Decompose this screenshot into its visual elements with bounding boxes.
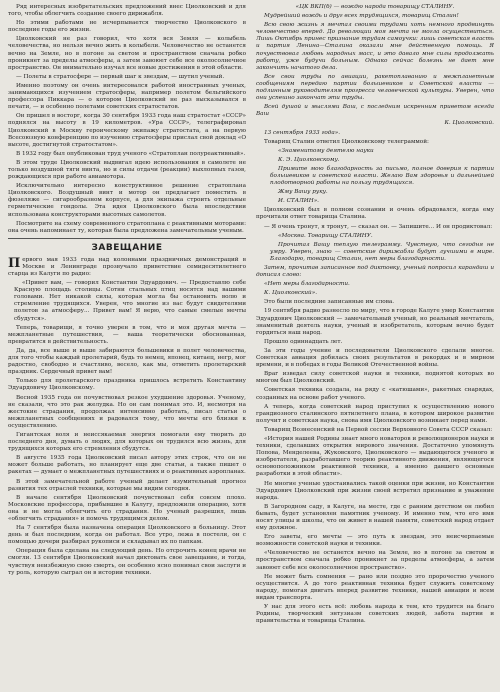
- intro-paragraphs: [8, 4, 246, 235]
- telegram-line: «Знаменитому деятелю науки: [278, 147, 374, 154]
- paragraph: А теперь, когда советский народ приступил к осуществлению нового грандиозного сталинского пятилетнего плана, в котором широкое развитие получит и советская наука, снова имя Циолковского возникает перед нами.: [256, 403, 494, 424]
- telegram-line: И. СТАЛИН».: [278, 198, 319, 205]
- telegram-line: Примите мою благодарность за письмо, полное доверия к партии большевиков и советской власти. Желаю Вам здоровья и дальнейшей плодотворной работы на пользу трудящихся.: [270, 165, 494, 187]
- paragraph: 19 сентября радио разнесло по миру, что в городе Калуге умер Константин Эдуардович Циолковский — замечательный ученый, но реальный мечтатель, знаменитый деятель науки, ученый и изобретатель, которым вечно будет гордиться наш народ.: [256, 308, 494, 336]
- paragraph: «Нет меры благодарности.: [264, 281, 350, 288]
- closing-paragraphs: [256, 299, 494, 625]
- paragraph: Товарищ Вознесенский на Первой сессии Верховного Совета СССР сказал:: [264, 426, 493, 433]
- reply-telegram: [256, 233, 494, 263]
- letter-paragraph: Мудрейший вождь и друг всех трудящихся, товарищ Сталин!: [264, 13, 459, 20]
- reaction-paragraphs: [256, 207, 494, 230]
- section-divider: [8, 238, 246, 239]
- paragraph: На 7 сентября была назначена операция Циолковского в больницу. Этот день и был последним, когда он работал. Все утро, лежа в постели, он с помощью дочери разбирал рукописи и складывал их по папкам.: [8, 525, 246, 546]
- paragraph: Прошло одиннадцать лет.: [264, 338, 343, 345]
- paragraph: Исключительно интересно конструктивное решение стратоплана Циолковского. Воздушный винт и мотор он предлагает поместить в фюзеляже — сигарообразном корпусе, а для экипажа строить отдельные герметические гондолы. Эта идея Циолковского была впоследствии использована конструкторами высотных самолетов.: [8, 183, 246, 218]
- paragraph: Циолковский не раз говорил, что хотя вся Земля — колыбель человечества, но нельзя вечно жить в колыбели. Человечество не останется вечно на Земле, но в погоне за светом и пространством сначала робко проникнет за пределы атмосферы, а затем завоюет себе все околосолнечное пространство. Он внимательно изучал все новые достижения в этой области.: [8, 36, 246, 71]
- paragraph: Операция была сделана на следующий день. Но отсрочить конец врачи не смогли. 13 сентября Циолковский начал диктовать свое завещание, и тогда, чувствуя неизбежную свою смерть, он особенно ясно понимал свои заслуги и ту роль, которую сыграл он в истории техники.: [8, 548, 246, 576]
- reply-intro: Товарищ Сталин ответил Циолковскому телеграммой:: [264, 138, 429, 145]
- letter-header: «ЦК ВКП(б) — вождю народа товарищу СТАЛИНУ.: [295, 4, 455, 10]
- paragraph: Не может быть сомнения — рано или поздно это пророчество ученого осуществится. А до того реактивная техника будет служить советскому народу, помогая двигать вперед развитие техники, нашей авиации и всем видам транспорта.: [256, 573, 494, 601]
- paragraph: — Я очень тронут, я тронут, — сказал он. — Запишите... И он продиктовал:: [264, 223, 493, 230]
- paragraph: В августе 1935 года Циолковский писал автору этих строк, что он не может больше работать, но планирует еще две статьи, а также пишет о ракетах — думает о межпланетных путешествиях и о реактивных аэропланах.: [8, 455, 246, 476]
- paragraph: — Полеты в стратосфере — первый шаг к звездам, — шутил ученый.: [16, 73, 225, 80]
- radio-greeting-quote: «Привет вам, — говорил Константин Эдуардович. — Предоставлю себе Красную площадь столицы. Сотни стальных птиц носятся над вашими головами. Нет никакой силы, которая могла бы остановить волю и стремление трудящихся. Уверен, что многие из вас будут свидетелями полетов за атмосферу... Привет вам! Я верю, что самые смелые мечты сбудутся».: [14, 280, 246, 322]
- postscript-paragraphs: [256, 265, 494, 297]
- paragraph: В начале сентября Циолковский почувствовал себя совсем плохо. Московские профессора, прибывшие в Калугу, предложили операцию, хотя она и не могла облегчить его страдания. Но ученый разрешил, лишь «облегчить страдания» и помочь трудящимся делом.: [8, 494, 246, 522]
- paragraph: Теперь, товарищи, я точно уверен в том, что и моя другая мечта — межпланетные путешествия, — ваша теоретически обоснованная, превратится в действительность.: [8, 324, 246, 345]
- telegram-line: К. Э. Циолковскому.: [278, 156, 340, 163]
- paragraph: В этой замечательной работе ученый делает изумительный прогноз развития тех отраслей техники, которые мы видим сегодня.: [8, 478, 246, 492]
- paragraph: Да, да, все выше и выше забираются большевики в полет человечества, для того чтобы каждый пролетарий, будь то немец, японец, китаец, негр, мог радостно, свободно и счастливо, весело, как мы, отметить пролетарский праздник. Сердечный привет вам!: [8, 347, 246, 376]
- letter-to-stalin: [256, 13, 494, 118]
- stalin-telegram: [256, 148, 494, 206]
- lead-paragraph-text: ервого мая 1933 года над колоннами праздничных демонстраций в Москве и Ленинграде прозвучало приветствие семидесятилетнего старца из Калуги по радио:: [8, 256, 246, 277]
- paragraph: Затем, прочитав записанное под диктовку, ученый попросил карандаш и дописал слово:: [256, 265, 494, 279]
- letter-paragraph: Всей душой и мыслями Ваш, с последним искренним приветом всегда Ваш: [256, 104, 494, 118]
- lead-paragraph: [8, 257, 246, 278]
- paragraph: Но этими работами не исчерпывается творчество Циолковского в последние годы его жизни.: [8, 20, 246, 34]
- paragraph: В 1932 году был опубликован труд ученого «Стратоплан полуреактивный».: [16, 150, 246, 157]
- paragraph: Гигантская воля и неиссякаемая энергия помогали ему творить до последнего дня, думать о людях, для которых он трудился всю жизнь, для трудящихся которых его стремления сбудутся.: [8, 431, 246, 453]
- paragraph: У нас для этого есть всё: любовь народа к тем, кто трудится на благо Родины, творческий энтузиазм советских людей, забота партии и правительства и товарища Сталина.: [256, 604, 494, 625]
- letter-paragraph: Все свои труды по авиации, ракетоплаванию и межпланетным сообщениям передаю партии большевиков и Советской власти — подлинным руководителям прогресса человеческой культуры. Уверен, что они успешно закончат эти труды.: [256, 73, 494, 102]
- drop-cap: П: [8, 255, 21, 271]
- paragraph: Его заветы, его мечты — это путь к звездам, это неисчерпаемые возможности советской науки и техники.: [256, 534, 494, 548]
- paragraph: Это были последние записанные им слова.: [264, 299, 395, 306]
- paragraph: Весной 1935 года он почувствовал резкое ухудшение здоровья. Ученому, не сказали, что это рак желудка. Но он сам понимал это. И, несмотря на жестокие страдания, продолжал интенсивно работать, писал статьи о межпланетных сообщениях и радовался тому, что мечты его близки к осуществлению.: [8, 394, 246, 429]
- paragraph: Ряд интересных изобретательских предложений внес Циолковский и для того, чтобы облегчить создание своего дирижабля.: [8, 4, 246, 18]
- paragraph: «История нашей Родины знает много новаторов и революционеров науки и техники, сделавших открытия мирового значения. Достаточно упомянуть Попова, Менделеева, Жуковского, Циолковского — выдающегося ученого и изобретателя, разработавшего теорию реактивного движения, являющегося основоположником реактивной техники, а именно давшего основные разработки в этой области».: [256, 435, 494, 478]
- testament-paragraphs: [8, 325, 246, 577]
- paragraph: Советская техника создала, на ряду с «катюшами», ракетных снарядах, созданных на основе работ ученого.: [256, 387, 494, 401]
- paragraph: В этом труде Циолковский выдвигал идею использования в самолете не только воздушной тяги винта, но и силы отдачи (реакции) выхлопных газов, рождающихся при работе авиамотора.: [8, 159, 246, 181]
- reply-line: Прочитал Вашу теплую телеграмму. Чувствую, что сегодня не умру. Уверен, знаю — советские дирижабли будут лучшими в мире. Благодарю, товарищ Сталин, нет меры благодарности.: [270, 241, 494, 262]
- right-column: [256, 4, 494, 688]
- letter-signature: К. Циолковский.: [444, 120, 494, 127]
- paragraph: Посмотрите на схему современного стратоплана с реактивными моторами: она очень напоминает ту, которая была предложена замечательным ученым.: [8, 220, 246, 234]
- paragraph: Циолковский был в полном сознании и очень обрадовался, когда ему прочитали ответ товарища Сталина.: [256, 207, 494, 221]
- paragraph: Только для пролетарского праздника пришлось встретить Константину Эдуардовичу Циолковскому.: [8, 378, 246, 392]
- paragraph: Враг изведал силу советской науки и техники, поднятой которых во многом был Циолковский.: [256, 371, 494, 385]
- paragraph: «Человечество не останется вечно на Земле, но в погоне за светом и пространством сначала робко проникнет за пределы атмосферы, а затем завоюет себе все околосолнечное пространство».: [256, 550, 494, 571]
- telegram-line: Жму Вашу руку.: [278, 189, 328, 196]
- section-title: ЗАВЕЩАНИЕ: [91, 242, 163, 253]
- letter-date: 13 сентября 1933 года».: [264, 129, 341, 136]
- letter-paragraph: Всю свою жизнь я мечтал своими трудами хоть немного продвинуть человечество вперед. До революции моя мечта не могла осуществиться. Лишь Октябрь принес признание трудам самоучки: лишь советская власть и партия Ленина—Сталина оказали мне действенную помощь. Я почувствовал любовь народных масс, и это давало мне силы продолжать работу, уже будучи больным. Однако сейчас болезнь не дает мне закончить начатого дела.: [256, 22, 494, 71]
- paragraph: К. Циолковский».: [264, 290, 318, 297]
- left-column: [8, 4, 246, 688]
- paragraph: Он пришел в восторг, когда 30 сентября 1933 года наш стратостат «СССР» поднялся на высоту в 19 километров. «Ура СССР», телеграфировал Циолковский в Москву героическому экипажу стратостата, а на первую Всесоюзную конференцию по изучению стратосферы прислал свой доклад «О высоте, достигнутой стратостатом».: [8, 113, 246, 148]
- paragraph: В Загородном саду, в Калуге, на месте, где с ранним детством он любил бывать, будет установлен памятник ученому. И именно тем, что его имя носят улицы и школы, что он живет в нашей памяти, советский народ отдает ему должное.: [256, 503, 494, 532]
- paragraph: Именно поэтому он очень интересовался работой иностранных ученых, занимающихся изучением стратосферы, например полетом бельгийского профессора Пиккара — о котором Циолковский не раз высказывался в печати, — и особенно полетами советских стратостатов.: [8, 82, 246, 111]
- paragraph: За эти годы учение и последователи Циолковского сделали многое. Советская авиация добилась своих результатов в рекордах и в мирном времени, и в победах в годы Великой Отечественной войны.: [256, 347, 494, 369]
- paragraph: Не многие ученые удостаивались такой оценки при жизни, но Константин Эдуардович Циолковский при жизни своей встретил признание и уважение народа.: [256, 480, 494, 501]
- reply-line: «Москва. Товарищу СТАЛИНУ.: [278, 232, 373, 239]
